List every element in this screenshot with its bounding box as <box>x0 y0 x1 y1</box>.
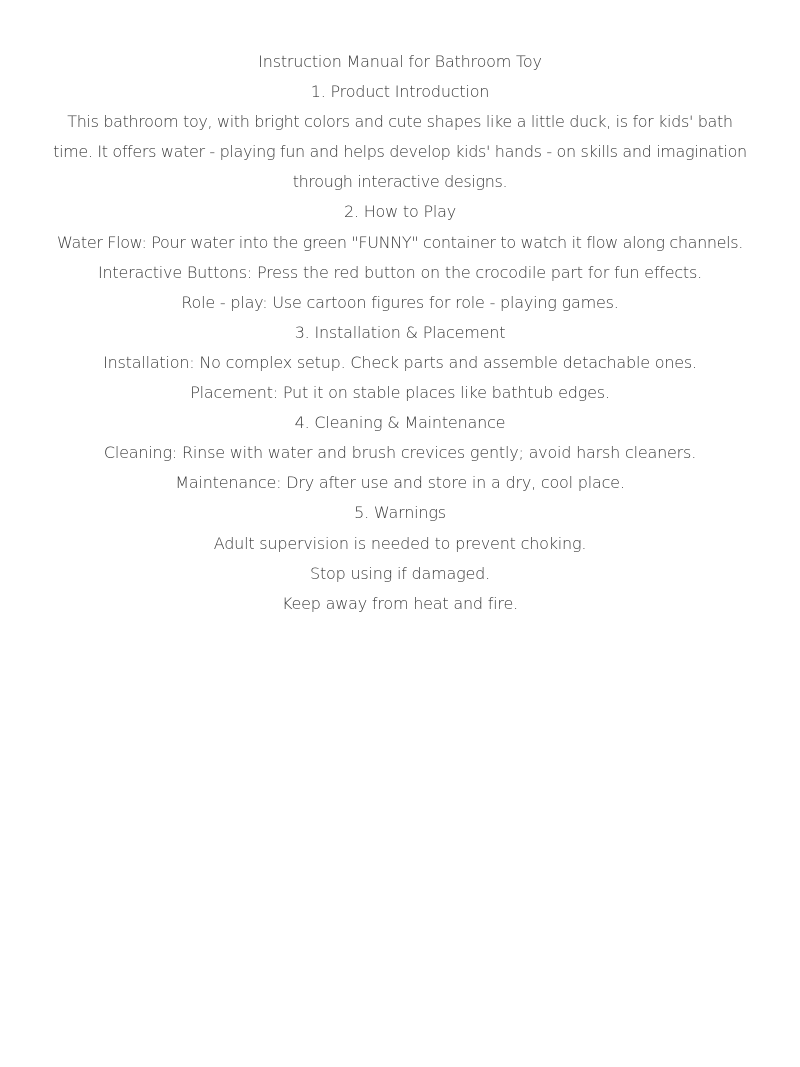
cleaning-text: Cleaning: Rinse with water and brush crevices gently; avoid harsh cleaners. <box>103 443 697 463</box>
product-introduction-text: This bathroom toy, with bright colors and cute shapes like a little duck, is for kids' bath time. It offers water - playing fun and helps develop kids' hands - on skills and imagination through interactive designs. <box>53 112 747 192</box>
section-heading-warnings: 5. Warnings <box>354 503 446 523</box>
warning-supervision: Adult supervision is needed to prevent choking. <box>213 533 587 553</box>
warning-damaged: Stop using if damaged. <box>309 563 490 583</box>
how-to-play-water-flow: Water Flow: Pour water into the green "FUNNY" container to watch it flow along channels. <box>57 232 743 252</box>
section-heading-cleaning-maintenance: 4. Cleaning & Maintenance <box>294 413 506 433</box>
how-to-play-interactive-buttons: Interactive Buttons: Press the red button on the crocodile part for fun effects. <box>97 262 703 282</box>
how-to-play-role-play: Role - play: Use cartoon figures for role - playing games. <box>181 292 619 312</box>
section-heading-installation-placement: 3. Installation & Placement <box>294 322 506 342</box>
section-heading-how-to-play: 2. How to Play <box>343 202 457 222</box>
placement-text: Placement: Put it on stable places like bathtub edges. <box>190 383 610 403</box>
installation-text: Installation: No complex setup. Check parts and assemble detachable ones. <box>103 352 697 372</box>
manual-title: Instruction Manual for Bathroom Toy <box>258 52 542 71</box>
warning-heat-fire: Keep away from heat and fire. <box>282 593 518 613</box>
maintenance-text: Maintenance: Dry after use and store in a dry, cool place. <box>175 473 625 493</box>
section-heading-product-introduction: 1. Product Introduction <box>310 82 490 102</box>
